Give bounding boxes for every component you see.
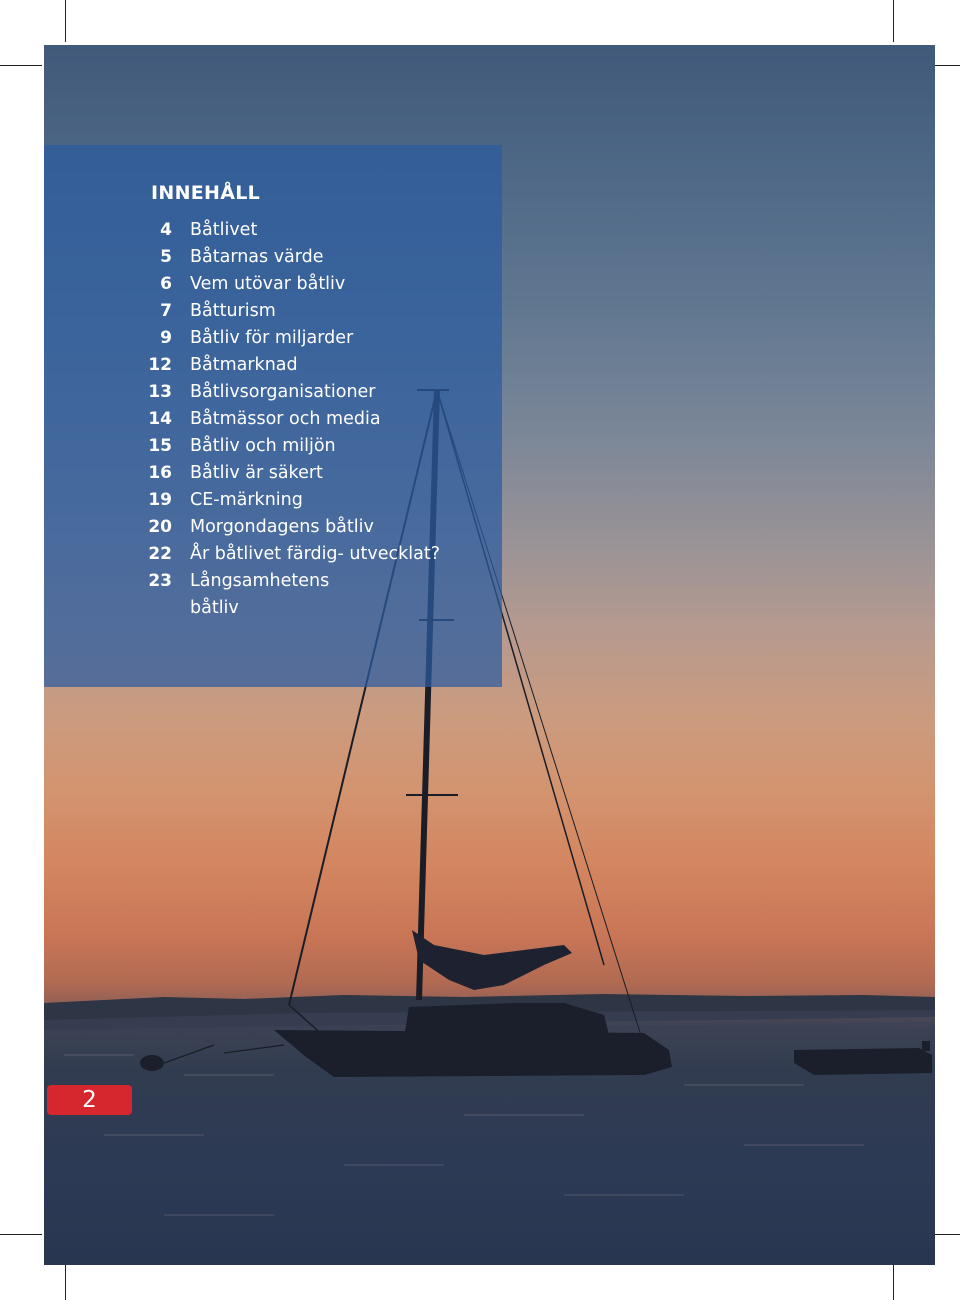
toc-entry-title: Båtliv för miljarder: [190, 328, 354, 348]
toc-entry[interactable]: [134, 379, 474, 406]
toc-entry[interactable]: [134, 406, 474, 433]
page-number-badge: 2: [47, 1085, 132, 1115]
toc-heading: INNEHÅLL: [151, 182, 261, 204]
toc-page-number: 14: [148, 409, 172, 429]
toc-entry[interactable]: [134, 487, 474, 514]
toc-entry[interactable]: [134, 298, 474, 325]
toc-entry[interactable]: [134, 325, 474, 352]
toc-entry-title: Båtlivet: [190, 220, 258, 240]
toc-entry[interactable]: [134, 514, 474, 541]
toc-page-number: 19: [148, 490, 172, 510]
crop-mark: [0, 1234, 42, 1235]
toc-entry[interactable]: [134, 271, 474, 298]
toc-page-number: 15: [148, 436, 172, 456]
toc-entry-title: Båtliv och miljön: [190, 436, 336, 456]
toc-entry-title: Morgondagens båtliv: [190, 517, 374, 537]
toc-page-number: 5: [160, 247, 172, 267]
toc-entry[interactable]: [134, 460, 474, 487]
toc-page-number: 7: [160, 301, 172, 321]
toc-entry[interactable]: [134, 352, 474, 379]
toc-page-number: 22: [148, 544, 172, 564]
crop-mark: [893, 0, 894, 42]
toc-entry-title: Båtmässor och media: [190, 409, 381, 429]
toc-entry[interactable]: [134, 244, 474, 271]
toc-entry-title: Båtarnas värde: [190, 247, 324, 267]
toc-entry-title: År båtlivet färdig- utvecklat?: [190, 544, 440, 564]
toc-page-number: 4: [160, 220, 172, 240]
toc-entry-title: Långsamhetens båtliv: [190, 571, 330, 618]
toc-entry[interactable]: [134, 433, 474, 460]
crop-mark: [0, 65, 42, 66]
crop-mark: [65, 0, 66, 42]
toc-page-number: 6: [160, 274, 172, 294]
toc-list: [134, 217, 474, 622]
toc-entry-title: Båtmarknad: [190, 355, 298, 375]
toc-entry[interactable]: [134, 217, 474, 244]
toc-entry-title: Båtliv är säkert: [190, 463, 323, 483]
toc-page-number: 9: [160, 328, 172, 348]
toc-page-number: 23: [148, 571, 172, 591]
toc-page-number: 13: [148, 382, 172, 402]
toc-page-number: 16: [148, 463, 172, 483]
toc-entry[interactable]: [134, 568, 474, 622]
toc-entry-title: Båtturism: [190, 301, 276, 321]
toc-entry-title: Vem utövar båtliv: [190, 274, 346, 294]
toc-entry-title: CE-märkning: [190, 490, 303, 510]
table-of-contents-panel: [44, 145, 502, 687]
toc-page-number: 12: [148, 355, 172, 375]
toc-page-number: 20: [148, 517, 172, 537]
toc-entry-title: Båtlivsorganisationer: [190, 382, 376, 402]
toc-entry[interactable]: [134, 541, 474, 568]
